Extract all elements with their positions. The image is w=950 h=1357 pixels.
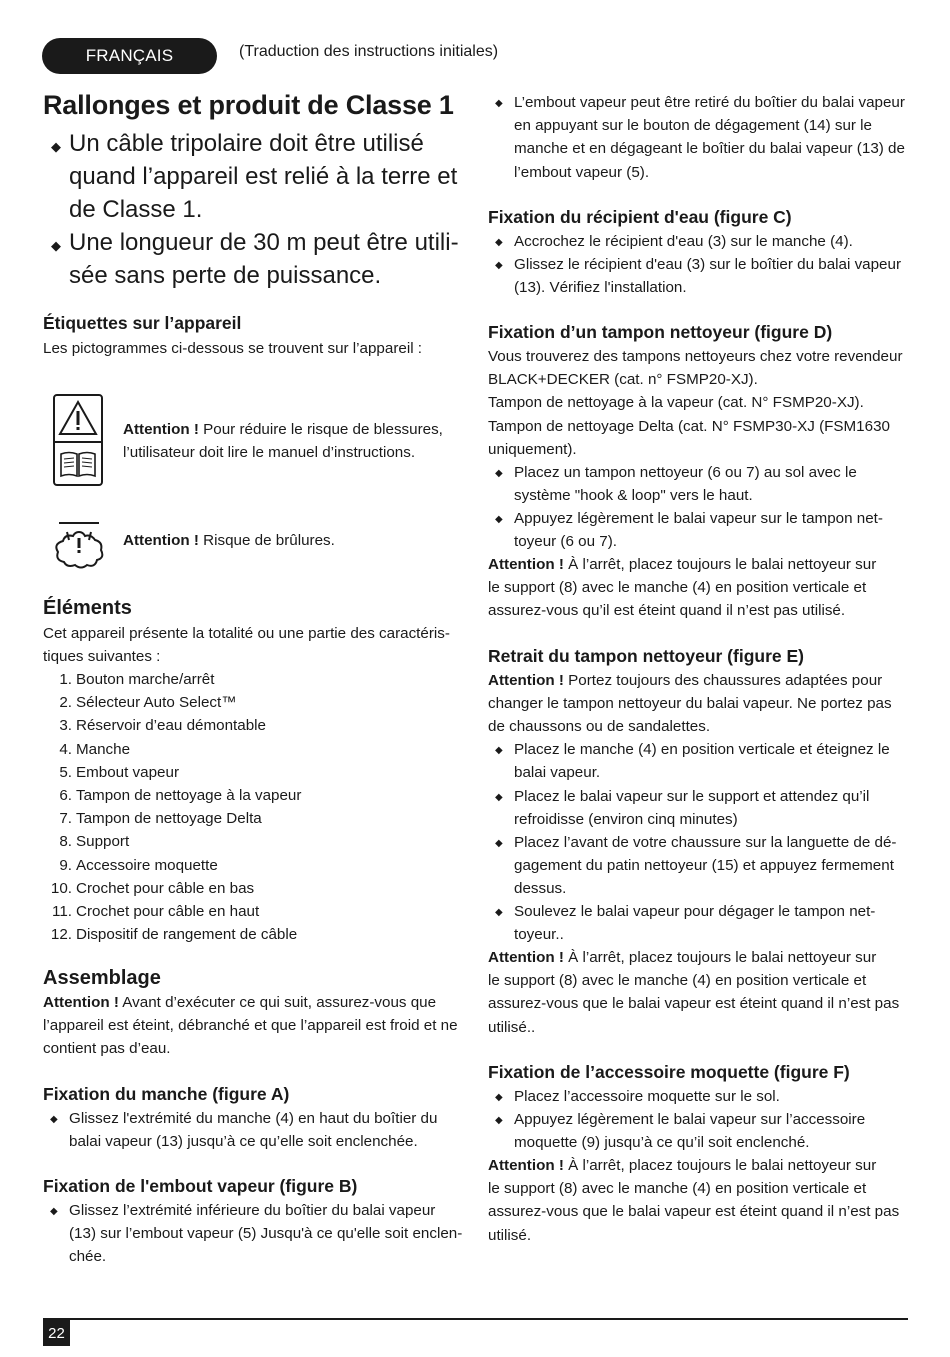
water-bullet-2: ◆ Glissez le récipient d'eau (3) sur le boîtier du balai vapeur (13). Vérifiez l'installation. [495,256,902,297]
element-label: Support [76,833,130,851]
element-number: 2. [59,694,72,712]
element-label: Embout vapeur [76,763,179,781]
heading-pad-remove: Retrait du tampon nettoyeur (figure E) [488,646,804,666]
section-title-extensions: Rallonges et produit de Classe 1 [43,90,454,120]
diamond-bullet-icon: ◆ [495,514,503,525]
nozzle-remove-bullet: ◆ L’embout vapeur peut être retiré du boîtier du balai vapeur en appuyant sur le bouton de dégagement (14) sur le manche et en dégageant le boîtier du balai vapeur (13) de l’embout vapeur (5). [495,94,905,181]
element-number: 9. [59,856,72,874]
element-item [43,761,301,784]
pad-bullet-2: ◆ Appuyez légèrement le balai vapeur sur le tampon net- toyeur (6 ou 7). [495,510,883,551]
element-number: 11. [52,903,72,921]
element-item [43,854,301,877]
element-item [43,877,301,900]
heading-carpet: Fixation de l’accessoire moquette (figure F) [488,1062,850,1082]
nozzle-bullet: ◆ Glissez l’extrémité inférieure du boîtier du balai vapeur (13) sur l’embout vapeur (5) Jusqu'à ce qu'elle soit enclen- chée. [50,1202,463,1266]
element-item [43,807,301,830]
diamond-bullet-icon: ◆ [495,468,503,479]
diamond-bullet-icon: ◆ [495,907,503,918]
diamond-bullet-icon: ◆ [50,1206,58,1217]
element-item [43,784,301,807]
element-number: 5. [59,763,72,781]
read-manual-pictogram [53,394,103,486]
element-label: Crochet pour câble en bas [76,879,255,897]
pad-remove-bullet-1: ◆ Placez le manche (4) en position verticale et éteignez le balai vapeur. [495,741,890,782]
assembly-warning: Attention ! Avant d’exécuter ce qui suit, assurez-vous que l’appareil est éteint, débranché et que l’appareil est froid et ne contient pas d’eau. [43,994,458,1058]
element-number: 3. [59,717,72,735]
manual-book-icon [61,453,95,477]
pad-bullet-1: ◆ Placez un tampon nettoyeur (6 ou 7) au sol avec le système "hook & loop" vers le haut. [495,464,857,505]
labels-intro: Les pictogrammes ci-dessous se trouvent sur l’appareil : [43,340,423,357]
element-item [43,900,301,923]
diamond-bullet-icon: ◆ [495,260,503,271]
element-item [43,714,301,737]
diamond-bullet-icon: ◆ [51,238,61,253]
pad-remove-warning: Attention ! À l’arrêt, placez toujours le balai nettoyeur sur le support (8) avec le manche (4) en position verticale et assurez-vous que le balai vapeur est éteint quand il n’est pas utilisé.. [488,949,900,1036]
pad-intro: Vous trouverez des tampons nettoyeurs chez votre revendeur BLACK+DECKER (cat. n° FSMP20-XJ). Tampon de nettoyage à la vapeur (cat. N° FSMP20-XJ). Tampon de nettoyage Delta (cat. N° FSMP30-XJ (FSM1630 uniquement). [488,348,903,458]
element-number: 12. [50,926,72,944]
hot-steam-burn-icon [51,520,107,570]
element-label: Crochet pour câble en haut [76,903,260,921]
heading-handle: Fixation du manche (figure A) [43,1084,290,1104]
heading-pad-fit: Fixation d’un tampon nettoyeur (figure D) [488,322,833,342]
element-item [43,738,301,761]
heading-water-tank: Fixation du récipient d'eau (figure C) [488,207,792,227]
big-bullet-length: ◆ Une longueur de 30 m peut être utili- sée sans perte de puissance. [51,229,459,289]
translation-note: (Traduction des instructions initiales) [239,43,499,60]
diamond-bullet-icon: ◆ [495,98,503,109]
diamond-bullet-icon: ◆ [50,1114,58,1125]
element-item [43,830,301,853]
diamond-bullet-icon: ◆ [495,1092,503,1103]
pad-remove-bullet-3: ◆ Placez l’avant de votre chaussure sur la languette de dé- gagement du patin nettoyeur (15) et appuyez fermement dessus. [495,834,897,898]
footer-rule [43,1318,908,1320]
diamond-bullet-icon: ◆ [495,1115,503,1126]
carpet-warning: Attention ! À l’arrêt, placez toujours le balai nettoyeur sur le support (8) avec le manche (4) en position verticale et assurez-vous que le balai vapeur est éteint quand il n’est pas utilisé. [488,1157,900,1244]
element-label: Tampon de nettoyage à la vapeur [76,787,302,805]
heading-labels: Étiquettes sur l’appareil [43,313,242,333]
pad-remove-bullet-4: ◆ Soulevez le balai vapeur pour dégager le tampon net- toyeur.. [495,903,876,944]
element-item [43,668,301,691]
pad-remove-bullet-2: ◆ Placez le balai vapeur sur le support et attendez qu’il refroidisse (environ cinq minutes) [495,788,870,829]
element-number: 10. [50,879,72,897]
element-number: 1. [59,671,72,688]
diamond-bullet-icon: ◆ [495,792,503,803]
element-number: 6. [59,787,72,805]
elements-list [43,668,301,946]
pad-warning: Attention ! À l’arrêt, placez toujours le balai nettoyeur sur le support (8) avec le manche (4) en position verticale et assurez-vous qu’il est éteint quand il n’est pas utilisé. [488,556,877,620]
element-label: Dispositif de rangement de câble [76,926,298,944]
heading-assembly: Assemblage [43,967,161,989]
element-label: Bouton marche/arrêt [76,671,215,688]
heading-nozzle: Fixation de l'embout vapeur (figure B) [43,1176,358,1196]
element-label: Sélecteur Auto Select™ [76,694,237,712]
element-number: 8. [59,833,72,851]
warning-triangle-icon [55,396,101,484]
element-label: Manche [76,740,131,758]
elements-intro: Cet appareil présente la totalité ou une partie des caractéris- tiques suivantes : [43,625,450,666]
diamond-bullet-icon: ◆ [51,139,61,154]
carpet-bullet-1: ◆ Placez l’accessoire moquette sur le sol. [488,1085,780,1108]
element-item [43,691,301,714]
element-label: Accessoire moquette [76,856,218,874]
language-badge: FRANÇAIS [42,38,217,74]
element-label: Réservoir d’eau démontable [76,717,266,735]
page-number: 22 [43,1320,70,1346]
big-bullet-cable: ◆ Un câble tripolaire doit être utilisé quand l’appareil est relié à la terre et de Classe 1. [51,130,458,223]
icon1-caption: Attention ! Pour réduire le risque de blessures, l’utilisateur doit lire le manuel d’instructions. [123,421,443,462]
element-label: Tampon de nettoyage Delta [76,810,262,828]
heading-elements: Éléments [43,597,132,619]
icon2-caption: Attention ! Risque de brûlures. [123,532,335,549]
element-item [43,923,301,946]
diamond-bullet-icon: ◆ [495,237,503,248]
element-number: 7. [59,810,72,828]
water-bullet-1: ◆ Accrochez le récipient d'eau (3) sur le manche (4). [488,230,853,253]
element-number: 4. [59,740,72,758]
carpet-bullet-2: ◆ Appuyez légèrement le balai vapeur sur l’accessoire moquette (9) jusqu’à ce qu’il soit enclenché. [495,1111,866,1152]
diamond-bullet-icon: ◆ [495,838,503,849]
pad-remove-intro: Attention ! Portez toujours des chaussures adaptées pour changer le tampon nettoyeur du balai vapeur. Ne portez pas de chaussons ou de sandalettes. [488,672,892,736]
diamond-bullet-icon: ◆ [495,745,503,756]
handle-bullet: ◆ Glissez l'extrémité du manche (4) en haut du boîtier du balai vapeur (13) jusqu’à ce qu’elle soit enclenchée. [50,1110,438,1151]
